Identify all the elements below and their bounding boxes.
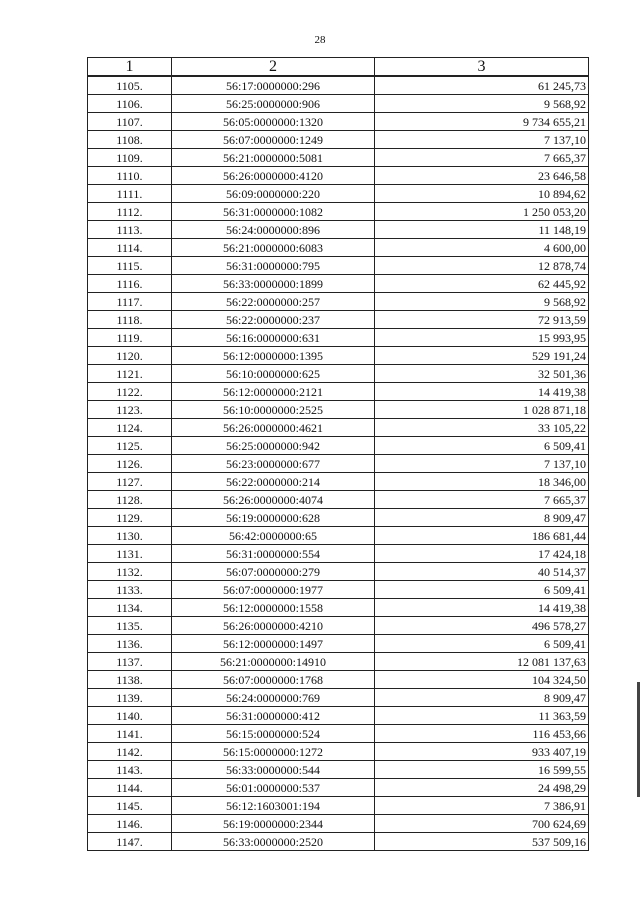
cadastral-value: 9 568,92 [375, 95, 589, 113]
cadastral-number: 56:23:0000000:677 [172, 455, 375, 473]
cadastral-value: 1 250 053,20 [375, 203, 589, 221]
table-row [88, 797, 589, 815]
cadastral-number: 56:15:0000000:1272 [172, 743, 375, 761]
table-body [88, 76, 589, 851]
table-row [88, 563, 589, 581]
cadastral-value: 116 453,66 [375, 725, 589, 743]
cadastral-number: 56:19:0000000:628 [172, 509, 375, 527]
row-number: 1139. [88, 689, 172, 707]
cadastral-number: 56:10:0000000:625 [172, 365, 375, 383]
table-row [88, 239, 589, 257]
cadastral-number: 56:26:0000000:4074 [172, 491, 375, 509]
row-number: 1111. [88, 185, 172, 203]
row-number: 1142. [88, 743, 172, 761]
cadastral-value: 529 191,24 [375, 347, 589, 365]
table-row [88, 401, 589, 419]
row-number: 1127. [88, 473, 172, 491]
cadastral-number: 56:12:0000000:1497 [172, 635, 375, 653]
cadastral-value: 537 509,16 [375, 833, 589, 851]
row-number: 1129. [88, 509, 172, 527]
cadastral-number: 56:31:0000000:412 [172, 707, 375, 725]
cadastral-number: 56:31:0000000:1082 [172, 203, 375, 221]
row-number: 1110. [88, 167, 172, 185]
table-row [88, 599, 589, 617]
table-header [88, 58, 589, 77]
cadastral-number: 56:31:0000000:795 [172, 257, 375, 275]
table-row [88, 833, 589, 851]
cadastral-value: 7 137,10 [375, 455, 589, 473]
row-number: 1105. [88, 76, 172, 95]
cadastral-number: 56:25:0000000:906 [172, 95, 375, 113]
cadastral-value: 10 894,62 [375, 185, 589, 203]
table-row [88, 275, 589, 293]
cadastral-value: 12 878,74 [375, 257, 589, 275]
cadastral-value: 15 993,95 [375, 329, 589, 347]
cadastral-number: 56:21:0000000:6083 [172, 239, 375, 257]
cadastral-number: 56:22:0000000:257 [172, 293, 375, 311]
row-number: 1113. [88, 221, 172, 239]
cadastral-value: 23 646,58 [375, 167, 589, 185]
table-row [88, 365, 589, 383]
row-number: 1128. [88, 491, 172, 509]
row-number: 1107. [88, 113, 172, 131]
row-number: 1145. [88, 797, 172, 815]
row-number: 1133. [88, 581, 172, 599]
row-number: 1135. [88, 617, 172, 635]
cadastral-number: 56:22:0000000:237 [172, 311, 375, 329]
table-row [88, 707, 589, 725]
cadastral-number: 56:25:0000000:942 [172, 437, 375, 455]
cadastral-number: 56:21:0000000:14910 [172, 653, 375, 671]
cadastral-number: 56:05:0000000:1320 [172, 113, 375, 131]
cadastral-value: 24 498,29 [375, 779, 589, 797]
row-number: 1124. [88, 419, 172, 437]
cadastral-number: 56:24:0000000:769 [172, 689, 375, 707]
cadastral-number: 56:17:0000000:296 [172, 76, 375, 95]
cadastral-number: 56:07:0000000:279 [172, 563, 375, 581]
table-row [88, 545, 589, 563]
row-number: 1118. [88, 311, 172, 329]
cadastral-value: 8 909,47 [375, 509, 589, 527]
table-row [88, 311, 589, 329]
cadastral-number: 56:12:1603001:194 [172, 797, 375, 815]
table-row [88, 383, 589, 401]
table-row [88, 76, 589, 95]
row-number: 1121. [88, 365, 172, 383]
cadastral-number: 56:16:0000000:631 [172, 329, 375, 347]
cadastral-value: 6 509,41 [375, 635, 589, 653]
table-row [88, 131, 589, 149]
cadastral-value: 14 419,38 [375, 383, 589, 401]
row-number: 1114. [88, 239, 172, 257]
table-row [88, 95, 589, 113]
row-number: 1147. [88, 833, 172, 851]
cadastral-number: 56:24:0000000:896 [172, 221, 375, 239]
row-number: 1132. [88, 563, 172, 581]
table-row [88, 815, 589, 833]
row-number: 1130. [88, 527, 172, 545]
row-number: 1112. [88, 203, 172, 221]
cadastral-value: 104 324,50 [375, 671, 589, 689]
column-header-2: 2 [172, 58, 375, 77]
table-row [88, 635, 589, 653]
row-number: 1123. [88, 401, 172, 419]
table-row [88, 617, 589, 635]
cadastral-value: 8 909,47 [375, 689, 589, 707]
cadastral-number: 56:33:0000000:1899 [172, 275, 375, 293]
table-row [88, 257, 589, 275]
row-number: 1108. [88, 131, 172, 149]
row-number: 1138. [88, 671, 172, 689]
table-row [88, 167, 589, 185]
table-row [88, 725, 589, 743]
table-row [88, 203, 589, 221]
cadastral-value: 496 578,27 [375, 617, 589, 635]
table-row [88, 293, 589, 311]
table-row [88, 149, 589, 167]
cadastral-value: 33 105,22 [375, 419, 589, 437]
cadastral-number: 56:33:0000000:2520 [172, 833, 375, 851]
header-row [88, 58, 589, 77]
row-number: 1119. [88, 329, 172, 347]
cadastral-number: 56:21:0000000:5081 [172, 149, 375, 167]
cadastral-value: 62 445,92 [375, 275, 589, 293]
cadastral-number: 56:07:0000000:1249 [172, 131, 375, 149]
cadastral-value: 933 407,19 [375, 743, 589, 761]
row-number: 1143. [88, 761, 172, 779]
row-number: 1117. [88, 293, 172, 311]
cadastral-value: 11 148,19 [375, 221, 589, 239]
cadastral-value-table [87, 57, 589, 851]
row-number: 1116. [88, 275, 172, 293]
cadastral-number: 56:12:0000000:1395 [172, 347, 375, 365]
cadastral-number: 56:12:0000000:2121 [172, 383, 375, 401]
row-number: 1144. [88, 779, 172, 797]
row-number: 1115. [88, 257, 172, 275]
table-row [88, 743, 589, 761]
table-row [88, 761, 589, 779]
cadastral-value: 7 386,91 [375, 797, 589, 815]
cadastral-value: 186 681,44 [375, 527, 589, 545]
cadastral-number: 56:15:0000000:524 [172, 725, 375, 743]
table-row [88, 491, 589, 509]
row-number: 1120. [88, 347, 172, 365]
table-row [88, 653, 589, 671]
cadastral-value: 700 624,69 [375, 815, 589, 833]
cadastral-value: 12 081 137,63 [375, 653, 589, 671]
cadastral-value: 6 509,41 [375, 581, 589, 599]
cadastral-number: 56:26:0000000:4621 [172, 419, 375, 437]
cadastral-value: 40 514,37 [375, 563, 589, 581]
cadastral-number: 56:07:0000000:1977 [172, 581, 375, 599]
cadastral-number: 56:01:0000000:537 [172, 779, 375, 797]
cadastral-number: 56:33:0000000:544 [172, 761, 375, 779]
cadastral-value: 14 419,38 [375, 599, 589, 617]
row-number: 1109. [88, 149, 172, 167]
cadastral-value: 72 913,59 [375, 311, 589, 329]
table-row [88, 221, 589, 239]
cadastral-number: 56:07:0000000:1768 [172, 671, 375, 689]
cadastral-value: 18 346,00 [375, 473, 589, 491]
table-row [88, 671, 589, 689]
column-header-3: 3 [375, 58, 589, 77]
table-row [88, 455, 589, 473]
cadastral-number: 56:12:0000000:1558 [172, 599, 375, 617]
row-number: 1126. [88, 455, 172, 473]
table-row [88, 113, 589, 131]
row-number: 1125. [88, 437, 172, 455]
cadastral-value: 7 137,10 [375, 131, 589, 149]
table-row [88, 419, 589, 437]
column-header-1: 1 [88, 58, 172, 77]
table-row [88, 527, 589, 545]
cadastral-value: 4 600,00 [375, 239, 589, 257]
row-number: 1106. [88, 95, 172, 113]
cadastral-value: 11 363,59 [375, 707, 589, 725]
cadastral-value: 17 424,18 [375, 545, 589, 563]
cadastral-number: 56:26:0000000:4210 [172, 617, 375, 635]
row-number: 1134. [88, 599, 172, 617]
table-row [88, 581, 589, 599]
cadastral-value: 61 245,73 [375, 76, 589, 95]
table-row [88, 509, 589, 527]
cadastral-number: 56:22:0000000:214 [172, 473, 375, 491]
cadastral-value: 7 665,37 [375, 149, 589, 167]
cadastral-value: 7 665,37 [375, 491, 589, 509]
row-number: 1136. [88, 635, 172, 653]
cadastral-value: 6 509,41 [375, 437, 589, 455]
row-number: 1131. [88, 545, 172, 563]
row-number: 1146. [88, 815, 172, 833]
cadastral-number: 56:31:0000000:554 [172, 545, 375, 563]
cadastral-number: 56:26:0000000:4120 [172, 167, 375, 185]
table-row [88, 689, 589, 707]
row-number: 1137. [88, 653, 172, 671]
cadastral-number: 56:10:0000000:2525 [172, 401, 375, 419]
table-row [88, 437, 589, 455]
table-row [88, 779, 589, 797]
cadastral-value: 9 734 655,21 [375, 113, 589, 131]
table-row [88, 185, 589, 203]
cadastral-value: 1 028 871,18 [375, 401, 589, 419]
cadastral-number: 56:19:0000000:2344 [172, 815, 375, 833]
cadastral-number: 56:42:0000000:65 [172, 527, 375, 545]
page-number: 28 [314, 34, 326, 46]
cadastral-number: 56:09:0000000:220 [172, 185, 375, 203]
table-row [88, 329, 589, 347]
row-number: 1122. [88, 383, 172, 401]
cadastral-value: 32 501,36 [375, 365, 589, 383]
table-row [88, 473, 589, 491]
row-number: 1141. [88, 725, 172, 743]
row-number: 1140. [88, 707, 172, 725]
cadastral-value: 9 568,92 [375, 293, 589, 311]
table-row [88, 347, 589, 365]
cadastral-value: 16 599,55 [375, 761, 589, 779]
